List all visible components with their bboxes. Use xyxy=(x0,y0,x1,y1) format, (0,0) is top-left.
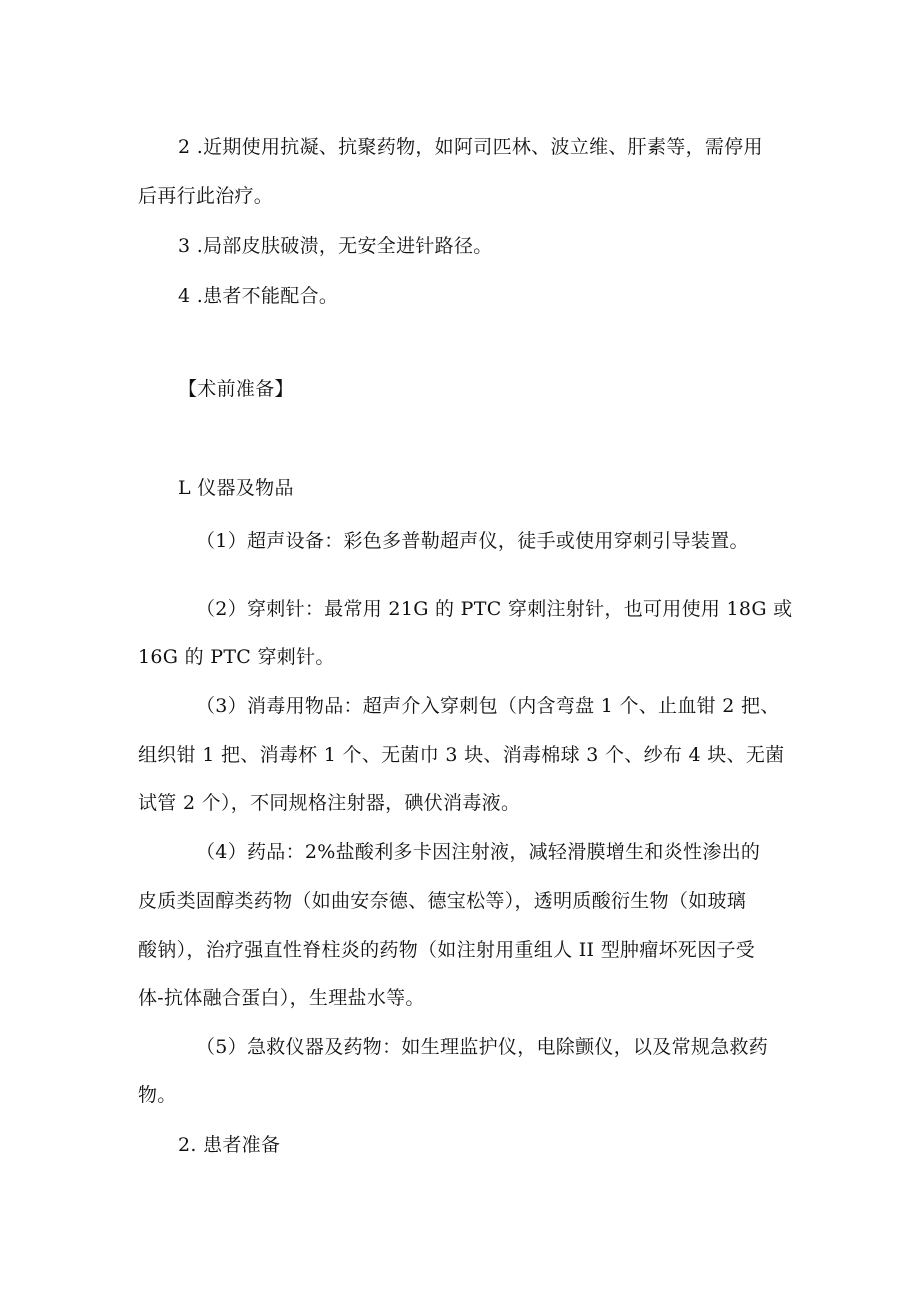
instrument-item-4-cont-3: 体-抗体融合蛋白），生理盐水等。 xyxy=(138,987,425,1009)
contraindication-item-2-cont: 后再行此治疗。 xyxy=(138,185,274,207)
contraindication-item-2: 2 .近期使用抗凝、抗聚药物，如阿司匹林、波立维、肝素等，需停用 xyxy=(178,136,763,158)
instrument-item-2: （2）穿刺针：最常用 21G 的 PTC 穿刺注射针，也可用使用 18G 或 xyxy=(196,598,793,620)
instrument-item-3-cont-1: 组织钳 1 把、消毒杯 1 个、无菌巾 3 块、消毒棉球 3 个、纱布 4 块、无菌 xyxy=(138,744,785,766)
instrument-item-2-cont: 16G 的 PTC 穿刺针。 xyxy=(138,646,335,668)
instrument-item-3-cont-2: 试管 2 个），不同规格注射器，碘伏消毒液。 xyxy=(138,792,521,814)
contraindication-item-4: 4 .患者不能配合。 xyxy=(178,285,339,307)
instrument-item-3: （3）消毒用物品：超声介入穿刺包（内含弯盘 1 个、止血钳 2 把、 xyxy=(196,695,780,717)
subsection-patient-prep: 2. 患者准备 xyxy=(178,1134,281,1156)
instrument-item-4: （4）药品：2%盐酸利多卡因注射液，减轻滑膜增生和炎性渗出的 xyxy=(196,841,761,863)
instrument-item-5-cont: 物。 xyxy=(138,1084,177,1106)
contraindication-item-3: 3 .局部皮肤破溃，无安全进针路径。 xyxy=(178,235,493,257)
subsection-instruments: L 仪器及物品 xyxy=(178,477,294,499)
instrument-item-1: （1）超声设备：彩色多普勒超声仪，徒手或使用穿刺引导装置。 xyxy=(196,530,749,552)
section-heading-preop: 【术前准备】 xyxy=(178,378,294,400)
instrument-item-5: （5）急救仪器及药物：如生理监护仪，电除颤仪，以及常规急救药 xyxy=(196,1036,769,1058)
instrument-item-4-cont-2: 酸钠），治疗强直性脊柱炎的药物（如注射用重组人 II 型肿瘤坏死因子受 xyxy=(138,939,756,961)
instrument-item-4-cont-1: 皮质类固醇类药物（如曲安奈德、德宝松等），透明质酸衍生物（如玻璃 xyxy=(138,890,747,912)
